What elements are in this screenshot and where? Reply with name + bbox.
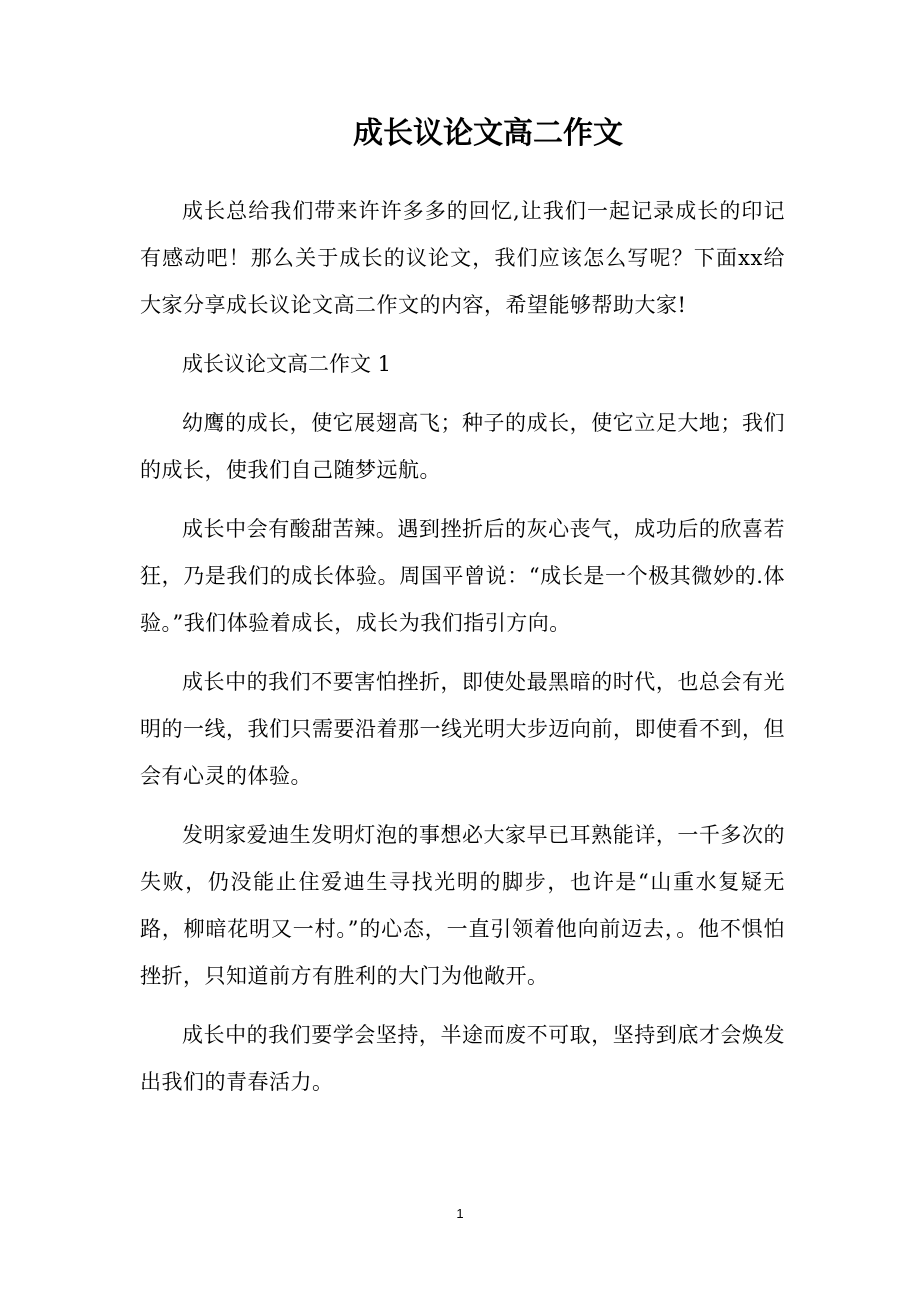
body-paragraph: 成长中会有酸甜苦辣。遇到挫折后的灰心丧气，成功后的欣喜若狂，乃是我们的成长体验。周国平曾说：“成长是一个极其微妙的.体验。”我们体验着成长，成长为我们指引方向。 xyxy=(140,517,785,635)
body-paragraph: 成长中的我们要学会坚持，半途而废不可取，坚持到底才会焕发出我们的青春活力。 xyxy=(140,1023,785,1094)
section-heading: 成长议论文高二作文 1 xyxy=(182,352,392,376)
page-number: 1 xyxy=(456,1206,464,1221)
body-paragraph: 发明家爱迪生发明灯泡的事想必大家早已耳熟能详，一千多次的失败，仍没能止住爱迪生寻找光明的脚步，也许是“山重水复疑无路，柳暗花明又一村。”的心态，一直引领着他向前迈去，。他不惧怕挫折，只知道前方有胜利的大门为他敞开。 xyxy=(140,823,785,988)
body-paragraph: 幼鹰的成长，使它展翅高飞；种子的成长，使它立足大地；我们的成长，使我们自己随梦远航。 xyxy=(140,411,785,482)
document-body xyxy=(140,188,785,1118)
body-paragraph: 成长中的我们不要害怕挫折，即使处最黑暗的时代，也总会有光明的一线，我们只需要沿着那一线光明大步迈向前，即使看不到，但会有心灵的体验。 xyxy=(140,670,785,788)
document-title: 成长议论文高二作文 xyxy=(353,116,623,151)
intro-paragraph: 成长总给我们带来许许多多的回忆,让我们一起记录成长的印记有感动吧！那么关于成长的议论文，我们应该怎么写呢？下面xx给大家分享成长议论文高二作文的内容，希望能够帮助大家! xyxy=(140,199,785,317)
